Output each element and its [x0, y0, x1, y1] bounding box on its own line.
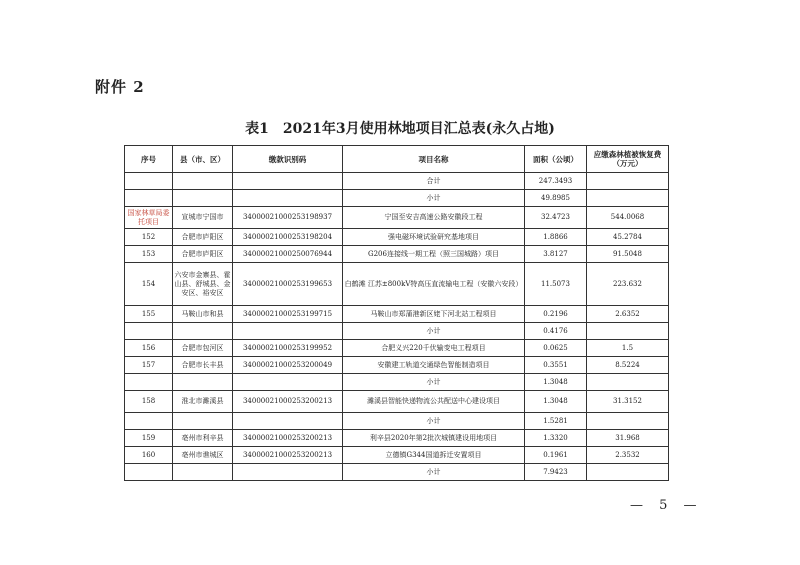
row-county: 合肥市包河区: [173, 340, 233, 357]
row-fee: 8.5224: [587, 357, 669, 374]
subtotal-area: 1.3048: [525, 374, 587, 391]
table-row: [125, 430, 669, 447]
row-code: 340000210002532002​13: [233, 430, 343, 447]
row-county: 合肥市庐阳区: [173, 246, 233, 263]
page-number: — 5 —: [630, 498, 703, 513]
row-project: G206连接线一期工程（照三国城路）项目: [343, 246, 525, 263]
row-fee: 544.0068: [587, 207, 669, 229]
row-area: 3.8127: [525, 246, 587, 263]
subtotal-row: [125, 464, 669, 481]
table-row: [125, 447, 669, 464]
table-row: [125, 306, 669, 323]
row-no: 158: [125, 391, 173, 413]
row-county: 亳州市利辛县: [173, 430, 233, 447]
subtotal-label: 小计: [343, 190, 525, 207]
row-area: 0.2196: [525, 306, 587, 323]
total-area: 247.3493: [525, 173, 587, 190]
row-project: 安徽建工轨道交通绿色智能制造项目: [343, 357, 525, 374]
row-area: 1.3320: [525, 430, 587, 447]
row-project: 立德镇G344国道拆迁安置项目: [343, 447, 525, 464]
row-county: 淮北市濉溪县: [173, 391, 233, 413]
header-county: 县（市、区）: [173, 146, 233, 173]
attachment-label: 附件 2: [95, 78, 145, 96]
row-county: 亳州市谯城区: [173, 447, 233, 464]
row-area: 1.3048: [525, 391, 587, 413]
summary-table: [124, 145, 669, 481]
subtotal-label: 小计: [343, 413, 525, 430]
row-county: 宣城市宁国市: [173, 207, 233, 229]
row-county: 合肥市庐阳区: [173, 229, 233, 246]
row-area: 0.3551: [525, 357, 587, 374]
row-fee: 2.6352: [587, 306, 669, 323]
row-no: 155: [125, 306, 173, 323]
row-code: 340000210002531989​37: [233, 207, 343, 229]
row-fee: 45.2784: [587, 229, 669, 246]
header-row: [125, 146, 669, 173]
table-row: [125, 207, 669, 229]
row-county: 马鞍山市和县: [173, 306, 233, 323]
row-code: 340000210002532000​49: [233, 357, 343, 374]
row-fee: 223.632: [587, 263, 669, 306]
table-row: [125, 246, 669, 263]
row-area: 0.0625: [525, 340, 587, 357]
subtotal-row: [125, 323, 669, 340]
row-code: 340000210002531982​04: [233, 229, 343, 246]
row-project: 马鞍山市郑蒲港新区姥下河北站工程项目: [343, 306, 525, 323]
row-county: 合肥市长丰县: [173, 357, 233, 374]
row-no: 159: [125, 430, 173, 447]
header-area: 面积（公顷）: [525, 146, 587, 173]
row-no: 157: [125, 357, 173, 374]
row-no: 153: [125, 246, 173, 263]
row-no: 160: [125, 447, 173, 464]
subtotal-label: 小计: [343, 374, 525, 391]
total-label: 合计: [343, 173, 525, 190]
subtotal-area: 7.9423: [525, 464, 587, 481]
row-project: 宁国至安吉高速公路安徽段工程: [343, 207, 525, 229]
row-county: 六安市金寨县、霍山县、舒城县、金安区、裕安区: [173, 263, 233, 306]
row-no: 154: [125, 263, 173, 306]
header-project: 项目名称: [343, 146, 525, 173]
table-row: [125, 357, 669, 374]
subtotal-area: 0.4176: [525, 323, 587, 340]
table-row: [125, 263, 669, 306]
row-no: 国家林草局委托项目: [125, 207, 173, 229]
subtotal-row: [125, 374, 669, 391]
row-code: 340000210002531999​52: [233, 340, 343, 357]
header-no: 序号: [125, 146, 173, 173]
subtotal-area: 49.8985: [525, 190, 587, 207]
row-fee: 2.3532: [587, 447, 669, 464]
row-code: 340000210002531997​15: [233, 306, 343, 323]
subtotal-area: 1.5281: [525, 413, 587, 430]
row-fee: 31.968: [587, 430, 669, 447]
row-project: 利辛县2020年第2批次城镇建设用地项目: [343, 430, 525, 447]
row-code: 340000210002532002​13: [233, 447, 343, 464]
row-no: 152: [125, 229, 173, 246]
subtotal-label: 小计: [343, 464, 525, 481]
row-project: 合肥义兴220千伏输变电工程项目: [343, 340, 525, 357]
header-code: 缴款识别码: [233, 146, 343, 173]
row-area: 1.8866: [525, 229, 587, 246]
row-no: 156: [125, 340, 173, 357]
row-project: 濉溪县智能快递物流公共配送中心建设项目: [343, 391, 525, 413]
row-area: 11.5073: [525, 263, 587, 306]
row-code: 340000210002500769​44: [233, 246, 343, 263]
total-row: [125, 173, 669, 190]
table-row: [125, 391, 669, 413]
row-project: 强电磁环境试验研究基地项目: [343, 229, 525, 246]
row-code: 340000210002531996​53: [233, 263, 343, 306]
row-fee: 91.5048: [587, 246, 669, 263]
row-code: 340000210002532002​13: [233, 391, 343, 413]
table-row: [125, 229, 669, 246]
table-row: [125, 340, 669, 357]
row-fee: 1.5: [587, 340, 669, 357]
row-fee: 31.3152: [587, 391, 669, 413]
subtotal-row: [125, 190, 669, 207]
row-area: 0.1961: [525, 447, 587, 464]
subtotal-label: 小计: [343, 323, 525, 340]
row-project: 白鹤滩 江苏±800kV特高压直流输电工程（安徽六安段）: [343, 263, 525, 306]
table-title: 表1 2021年3月使用林地项目汇总表(永久占地): [245, 121, 555, 137]
header-fee: 应缴森林植被恢复费 （万元）: [587, 146, 669, 173]
row-area: 32.4723: [525, 207, 587, 229]
subtotal-row: [125, 413, 669, 430]
